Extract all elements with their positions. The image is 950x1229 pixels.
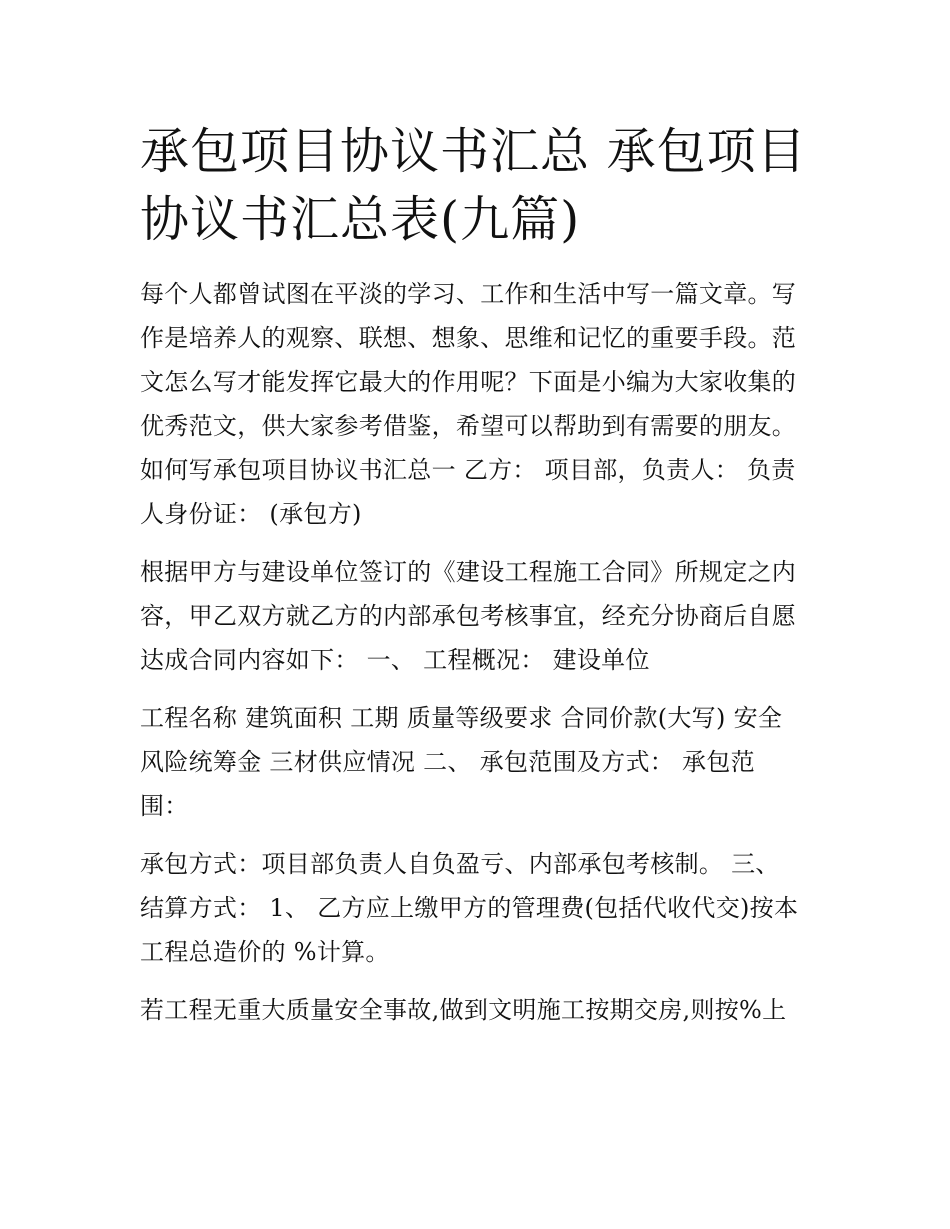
paragraph-intro: 每个人都曾试图在平淡的学习、工作和生活中写一篇文章。写 作是培养人的观察、联想、想象、思维和记忆的重要手段。范 文怎么写才能发挥它最大的作用呢？下面是小编为大家收集的 优秀范文，供大家参考借鉴，希望可以帮助到有需要的朋友。 如何写承包项目协议书汇总一 乙方： 项目部，负责人： 负责 人身份证： (承包方)	[140, 280, 797, 528]
paragraph-contract-method: 承包方式：项目部负责人自负盈亏、内部承包考核制。 三、 结算方式： 1、 乙方应上缴甲方的管理费(包括代收代交)按本 工程总造价的 %计算。	[140, 850, 799, 966]
paragraph-contract-basis: 根据甲方与建设单位签订的《建设工程施工合同》所规定之内 容，甲乙双方就乙方的内部承包考核事宜，经充分协商后自愿 达成合同内容如下： 一、 工程概况： 建设单位	[140, 558, 797, 674]
document-body	[140, 272, 820, 1032]
paragraph-quality-terms: 若工程无重大质量安全事故,做到文明施工按期交房,则按%上	[140, 996, 787, 1024]
paragraph-project-details: 工程名称 建筑面积 工期 质量等级要求 合同价款(大写) 安全 风险统筹金 三材供应情况 二、 承包范围及方式： 承包范 围：	[140, 704, 783, 820]
document-title: 承包项目协议书汇总 承包项目 协议书汇总表(九篇)	[140, 123, 807, 248]
document-content	[140, 118, 820, 1032]
